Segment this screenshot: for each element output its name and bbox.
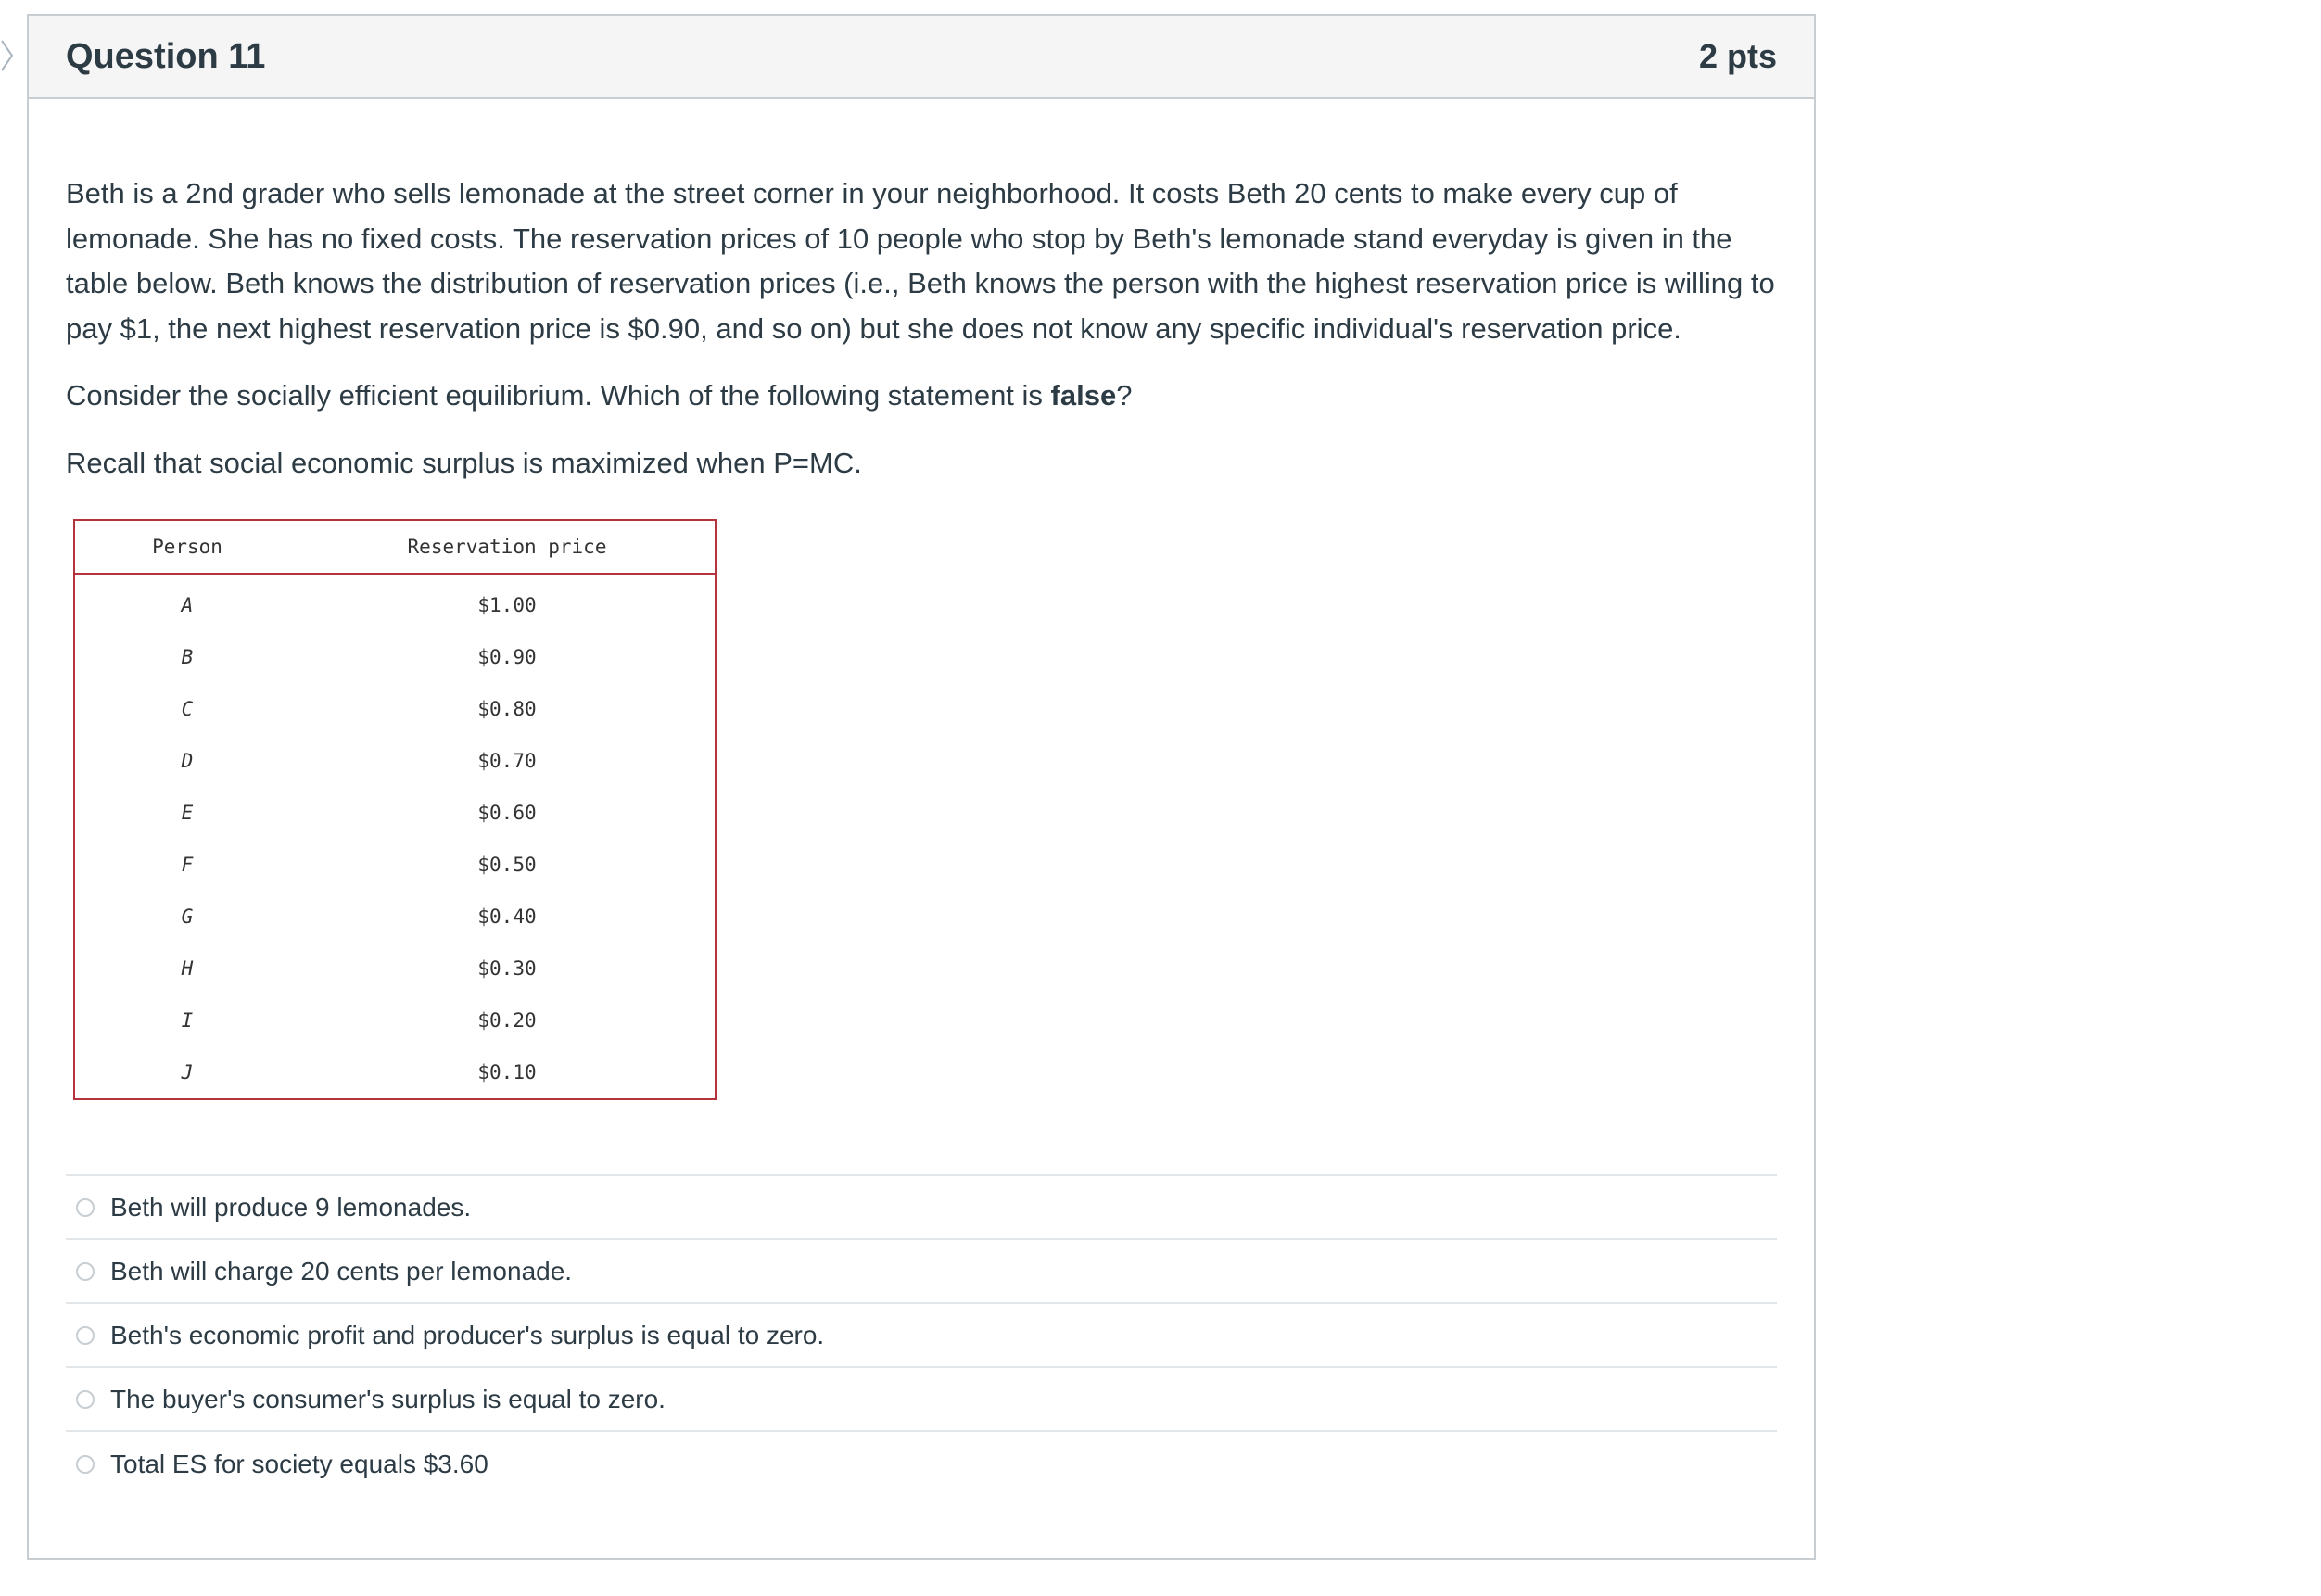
answer-label[interactable]: Total ES for society equals $3.60	[110, 1449, 488, 1478]
answer-label[interactable]: Beth's economic profit and producer's surplus is equal to zero.	[110, 1320, 825, 1349]
answer-label[interactable]: Beth will produce 9 lemonades.	[110, 1192, 472, 1222]
table-row	[75, 891, 715, 943]
question-card	[27, 14, 1816, 1560]
question-paragraph-scenario: Beth is a 2nd grader who sells lemonade at the street corner in your neighborhood. It costs Beth 20 cents to make every cup of lemonade. She has no fixed costs. The reservation prices of 10 people who stop by Beth's lemonade stand everyday is given in the table below. Beth knows the distribution of reservation prices (i.e., Beth knows the person with the highest reservation price is willing to pay $1, the next highest reservation price is $0.90, and so on) but she does not know any specific individual's reservation price.	[66, 177, 1775, 345]
answer-option[interactable]	[66, 1240, 1777, 1304]
reservation-price-table	[73, 519, 717, 1100]
table-row	[75, 787, 715, 839]
person-cell: B	[181, 646, 194, 668]
column-header-person: Person	[75, 521, 299, 574]
question-header	[29, 16, 1814, 99]
answer-label[interactable]: The buyer's consumer's surplus is equal to zero.	[110, 1384, 666, 1413]
person-cell: I	[181, 1009, 194, 1032]
previous-question-chevron-icon[interactable]	[0, 37, 15, 74]
answer-option[interactable]	[66, 1304, 1777, 1368]
prompt-text: Consider the socially efficient equilibrium. Which of the following statement is	[66, 379, 1051, 412]
answer-option[interactable]	[66, 1432, 1777, 1496]
question-paragraph-prompt	[66, 374, 1777, 419]
price-cell: $0.90	[477, 646, 537, 668]
answer-radio[interactable]	[76, 1455, 95, 1474]
person-cell: A	[181, 594, 194, 616]
table-header-row	[75, 521, 715, 574]
answer-choices	[66, 1174, 1777, 1496]
prompt-suffix: ?	[1116, 379, 1133, 412]
answer-option[interactable]	[66, 1176, 1777, 1240]
price-cell: $0.20	[477, 1009, 537, 1032]
answer-option[interactable]	[66, 1368, 1777, 1432]
price-cell: $0.70	[477, 750, 537, 772]
price-cell: $0.50	[477, 854, 537, 876]
answer-radio[interactable]	[76, 1198, 95, 1217]
question-paragraph-hint: Recall that social economic surplus is maximized when P=MC.	[66, 446, 862, 479]
column-header-reservation-price: Reservation price	[299, 521, 715, 574]
table-row	[75, 943, 715, 994]
price-cell: $0.10	[477, 1061, 537, 1083]
table-row	[75, 574, 715, 631]
answer-label[interactable]: Beth will charge 20 cents per lemonade.	[110, 1256, 573, 1286]
price-cell: $1.00	[477, 594, 537, 616]
person-cell: C	[181, 698, 194, 720]
person-cell: J	[181, 1061, 194, 1083]
answer-radio[interactable]	[76, 1390, 95, 1409]
question-text	[66, 171, 1777, 486]
table-row	[75, 683, 715, 735]
table-row	[75, 735, 715, 787]
person-cell: H	[181, 957, 194, 980]
question-body	[29, 99, 1814, 1496]
table-row	[75, 994, 715, 1046]
price-cell: $0.80	[477, 698, 537, 720]
table-row	[75, 839, 715, 891]
prompt-emphasis: false	[1050, 379, 1117, 412]
person-cell: E	[181, 802, 194, 824]
table-row	[75, 631, 715, 683]
price-cell: $0.40	[477, 906, 537, 928]
question-title: Question 11	[66, 36, 266, 76]
question-points: 2 pts	[1698, 37, 1777, 75]
table-row	[75, 1046, 715, 1098]
price-cell: $0.30	[477, 957, 537, 980]
price-cell: $0.60	[477, 802, 537, 824]
person-cell: D	[181, 750, 194, 772]
answer-radio[interactable]	[76, 1326, 95, 1345]
answer-radio[interactable]	[76, 1262, 95, 1281]
person-cell: F	[181, 854, 194, 876]
person-cell: G	[181, 906, 194, 928]
